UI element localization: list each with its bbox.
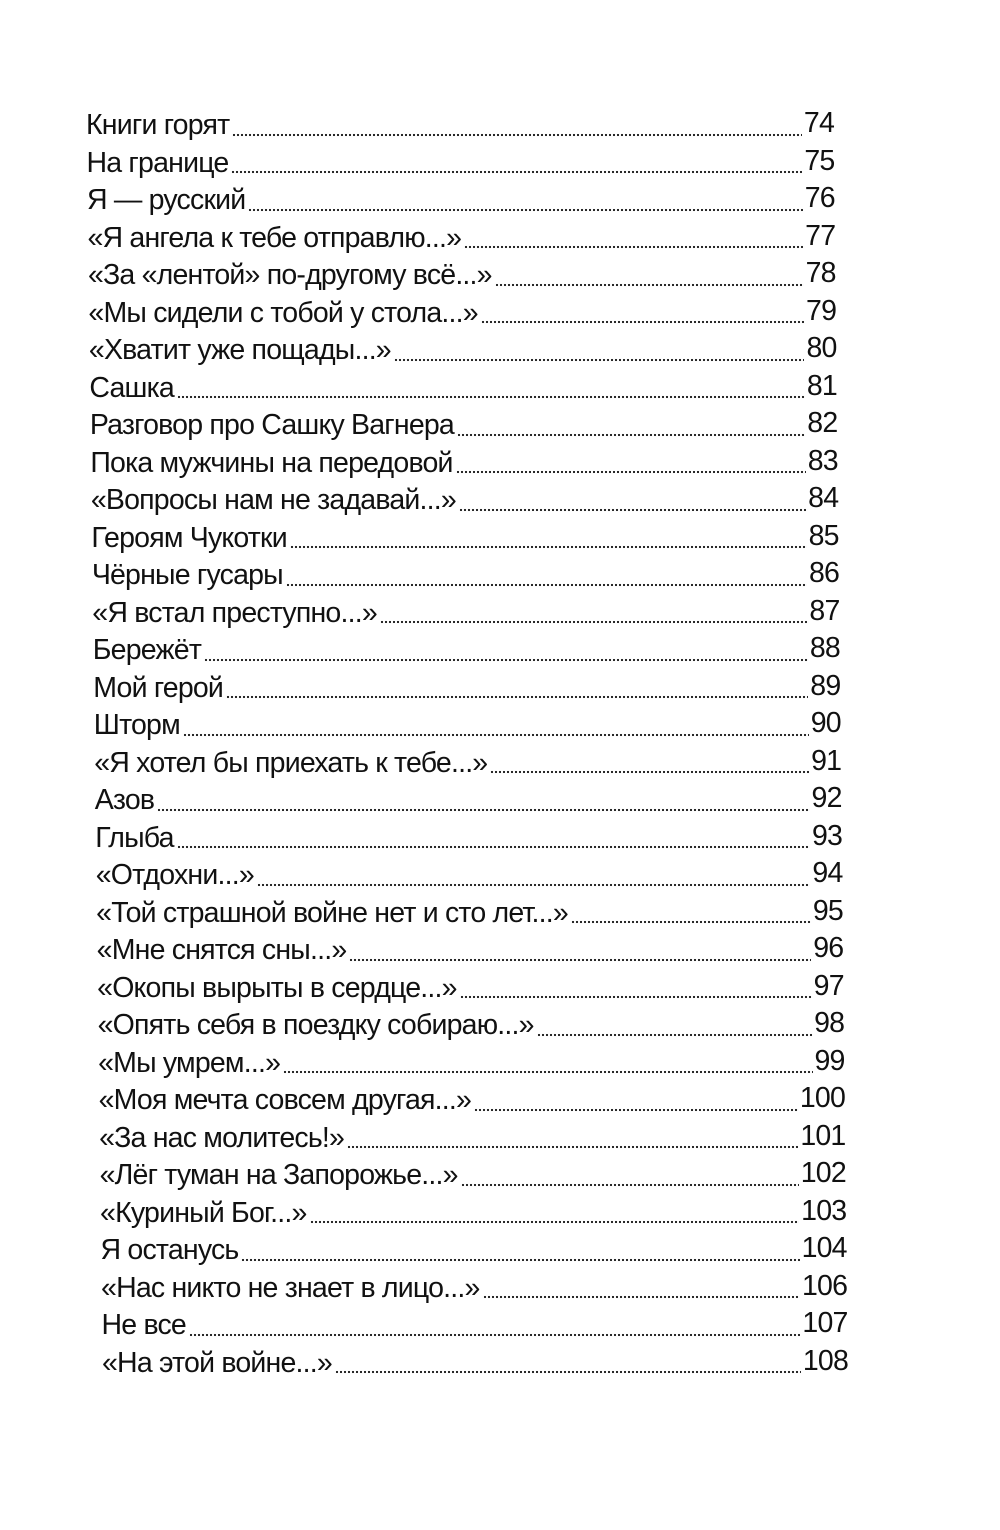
dot-leader (456, 470, 806, 474)
toc-entry (0, 1119, 1000, 1157)
toc-entry-page-number: 96 (813, 932, 844, 964)
dot-leader (461, 1183, 799, 1187)
toc-entry-page-number: 95 (812, 894, 843, 927)
toc-entry (0, 856, 1000, 894)
toc-entry-page-number: 77 (805, 219, 836, 252)
toc-entry (0, 144, 1000, 182)
toc-entry (0, 444, 1000, 482)
toc-entry (0, 106, 1000, 144)
toc-entry-title: Глыба (95, 821, 174, 854)
dot-leader (394, 358, 805, 362)
toc-entry (0, 594, 1000, 632)
toc-entry-page-number: 93 (811, 819, 843, 852)
toc-entry (0, 1231, 1000, 1269)
toc-entry-title: Шторм (93, 709, 180, 741)
toc-entry-title: Азов (94, 784, 155, 816)
dot-leader (571, 920, 811, 924)
toc-entry (0, 256, 1000, 294)
dot-leader (231, 170, 802, 174)
toc-entry-page-number: 90 (810, 707, 841, 739)
toc-entry (0, 294, 1000, 332)
toc-entry (0, 819, 1000, 857)
dot-leader (464, 245, 803, 249)
toc-entry-page-number: 104 (801, 1232, 847, 1264)
dot-leader (257, 883, 811, 887)
dot-leader (283, 1070, 812, 1074)
toc-entry-page-number: 88 (809, 632, 840, 664)
toc-entry (0, 406, 1000, 444)
toc-entry-title: Я останусь (100, 1234, 239, 1266)
toc-entry-page-number: 86 (808, 557, 840, 589)
toc-entry-title: Книги горят (86, 109, 230, 141)
toc-entry (0, 369, 1000, 407)
toc-entry-page-number: 75 (804, 144, 835, 177)
toc-entry-title: Сашка (89, 371, 174, 404)
toc-entry-page-number: 100 (799, 1082, 846, 1114)
toc-entry-title: Я — русский (86, 184, 246, 216)
toc-entry (0, 481, 1000, 519)
toc-entry-title: «Отдохни...» (95, 859, 254, 891)
toc-entry-page-number: 85 (808, 519, 839, 552)
toc-entry-title: «Мы сидели с тобой у стола...» (88, 296, 478, 329)
dot-leader (474, 1108, 798, 1112)
toc-entry-title: «Нас никто не знает в лицо...» (101, 1271, 480, 1304)
toc-entry-page-number: 80 (806, 332, 837, 364)
toc-entry (0, 1081, 1000, 1119)
dot-leader (157, 808, 809, 812)
dot-leader (286, 583, 807, 587)
toc-entry-title: «Я хотел бы приехать к тебе...» (94, 746, 488, 779)
toc-entry (0, 519, 1000, 557)
dot-leader (290, 545, 807, 549)
dot-leader (177, 395, 805, 399)
toc-entry-title: «Лёг туман на Запорожье...» (99, 1159, 458, 1191)
toc-entry-page-number: 84 (808, 482, 839, 514)
toc-entry-page-number: 106 (802, 1269, 848, 1302)
toc-entry (0, 1156, 1000, 1194)
toc-entry-title: На границе (86, 146, 229, 179)
toc-entry-title: «На этой войне...» (102, 1346, 332, 1379)
toc-entry (0, 1269, 1000, 1307)
toc-entry-page-number: 78 (805, 257, 836, 289)
toc-entry-title: Чёрные гусары (91, 559, 283, 591)
toc-entry-page-number: 81 (806, 369, 837, 402)
toc-entry (0, 1344, 1000, 1382)
table-of-contents (0, 106, 1000, 1381)
toc-entry (0, 744, 1000, 782)
toc-entry-page-number: 102 (800, 1157, 846, 1189)
toc-entry-title: Не все (101, 1309, 186, 1341)
dot-leader (183, 733, 809, 737)
toc-entry-page-number: 82 (807, 407, 838, 439)
toc-entry-title: «Куриный Бог...» (100, 1196, 307, 1229)
toc-entry-title: «Моя мечта совсем другая...» (98, 1084, 472, 1116)
toc-entry-page-number: 74 (803, 107, 834, 139)
toc-entry-page-number: 97 (813, 969, 844, 1002)
dot-leader (537, 1033, 812, 1037)
dot-leader (481, 320, 804, 324)
toc-entry-page-number: 99 (814, 1044, 845, 1077)
toc-entry-page-number: 91 (811, 744, 842, 777)
toc-entry-page-number: 87 (809, 594, 840, 627)
toc-entry-page-number: 89 (810, 669, 841, 702)
toc-entry-page-number: 92 (811, 782, 842, 814)
toc-entry-page-number: 83 (807, 444, 838, 477)
toc-entry (0, 706, 1000, 744)
toc-entry (0, 631, 1000, 669)
dot-leader (457, 433, 805, 437)
toc-entry-title: «Окопы вырыты в сердце...» (97, 971, 457, 1004)
toc-entry-title: Героям Чукотки (91, 521, 287, 554)
toc-entry (0, 1006, 1000, 1044)
dot-leader (380, 620, 808, 624)
dot-leader (232, 133, 802, 137)
toc-entry (0, 894, 1000, 932)
toc-entry-title: «Вопросы нам не задавай...» (90, 484, 456, 516)
toc-entry-page-number: 79 (806, 294, 837, 327)
dot-leader (495, 283, 804, 287)
toc-entry (0, 181, 1000, 219)
toc-entry (0, 669, 1000, 707)
toc-entry-title: «Той страшной войне нет и сто лет...» (96, 896, 568, 929)
toc-entry-title: Пока мужчины на передовой (90, 446, 453, 479)
toc-entry-title: «Я встал преступно...» (92, 596, 377, 629)
toc-entry-page-number: 108 (802, 1344, 848, 1377)
dot-leader (204, 658, 808, 662)
toc-entry (0, 969, 1000, 1007)
toc-entry-page-number: 98 (814, 1007, 845, 1039)
toc-entry-title: Мой герой (93, 671, 224, 704)
toc-entry-page-number: 101 (800, 1119, 846, 1152)
toc-entry-title: «За нас молитесь!» (99, 1121, 345, 1154)
toc-entry (0, 1044, 1000, 1082)
dot-leader (490, 770, 809, 774)
toc-entry (0, 931, 1000, 969)
toc-entry (0, 781, 1000, 819)
dot-leader (177, 845, 810, 849)
dot-leader (483, 1295, 800, 1299)
toc-entry-title: «Хватит уже пощады...» (88, 334, 391, 366)
toc-entry-title: «За «лентой» по-другому всё...» (87, 259, 492, 291)
toc-entry-page-number: 107 (802, 1307, 848, 1339)
toc-entry-title: Разговор про Сашку Вагнера (89, 409, 454, 441)
dot-leader (189, 1333, 800, 1337)
toc-entry-title: Бережёт (92, 634, 202, 666)
dot-leader (226, 695, 808, 699)
toc-entry (0, 331, 1000, 369)
toc-entry-title: «Я ангела к тебе отправлю...» (87, 221, 462, 254)
toc-entry (0, 1306, 1000, 1344)
toc-entry-title: «Опять себя в поездку собираю...» (97, 1009, 534, 1041)
toc-entry (0, 219, 1000, 257)
dot-leader (335, 1370, 801, 1374)
toc-entry-page-number: 103 (801, 1194, 847, 1227)
dot-leader (241, 1258, 799, 1262)
dot-leader (248, 208, 802, 212)
dot-leader (460, 995, 812, 999)
toc-entry-title: «Мы умрем...» (98, 1046, 281, 1079)
toc-entry-title: «Мне снятся сны...» (96, 934, 347, 966)
toc-entry-page-number: 94 (812, 857, 843, 889)
dot-leader (347, 1145, 798, 1149)
dot-leader (459, 508, 806, 512)
dot-leader (349, 958, 811, 962)
toc-entry (0, 556, 1000, 594)
dot-leader (310, 1220, 800, 1224)
toc-entry (0, 1194, 1000, 1232)
toc-entry-page-number: 76 (804, 182, 835, 214)
